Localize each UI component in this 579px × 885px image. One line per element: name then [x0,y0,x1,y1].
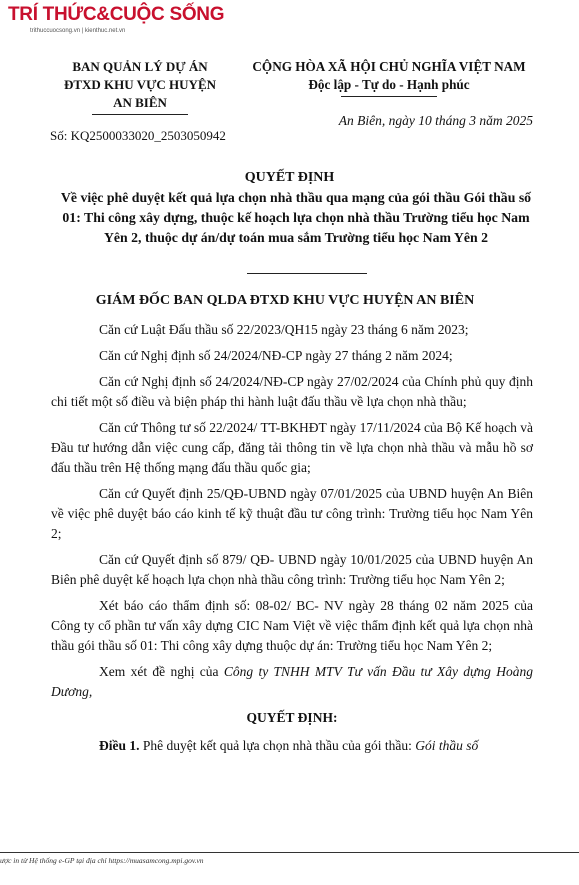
proposal-suffix: , [88,684,93,699]
director-heading: GIÁM ĐỐC BAN QLDA ĐTXD KHU VỰC HUYỆN AN BIÊN [95,293,475,308]
agency-underline [92,114,188,115]
legal-basis-6: Căn cứ Quyết định số 879/ QĐ- UBND ngày 10/01/2025 của UBND huyện An Biên phê duyệt kế hoạch lựa chọn nhà thầu công trình: Trường tiểu học Nam Yên 2; [51,552,533,587]
legal-basis-4: Căn cứ Thông tư số 22/2024/ TT-BKHĐT ngày 17/11/2024 của Bộ Kế hoạch và Đầu tư hướng dẫn việc cung cấp, đăng tải thông tin về lựa chọn nhà thầu và mẫu hồ sơ đấu thầu trên Hệ thống mạng đấu thầu quốc gia; [51,420,533,475]
subject-underline [247,273,367,274]
proposal-company: Công ty TNHH MTV Tư vấn Đầu tư Xây dựng Hoàng Dương [51,664,533,699]
footer-divider [0,852,579,853]
article-1 [51,736,533,756]
appraisal-report: Xét báo cáo thẩm định số: 08-02/ BC- NV ngày 28 tháng 02 năm 2025 của Công ty cổ phần tư vấn xây dựng CIC Nam Việt về việc thẩm định kết quả lựa chọn nhà thầu gói thầu số 01: Thi công xây dựng thuộc dự án: Trường tiểu học Nam Yên 2; [51,598,533,653]
decision-heading: QUYẾT ĐỊNH: [246,710,338,725]
document-subject: Về việc phê duyệt kết quả lựa chọn nhà thầu qua mạng của gói thầu Gói thầu số 01: Thi công xây dựng, thuộc kế hoạch lựa chọn nhà thầu Trường tiểu học Nam Yên 2, thuộc dự án/dự toán mua sắm Trường tiểu học Nam Yên 2 [60,190,532,245]
article-1-text: Phê duyệt kết quả lựa chọn nhà thầu của gói thầu: [139,738,416,753]
article-1-italic: Gói thầu số [415,738,479,753]
legal-basis-3: Căn cứ Nghị định số 24/2024/NĐ-CP ngày 27/02/2024 của Chính phủ quy định chi tiết một số điều và biện pháp thi hành luật đấu thầu về lựa chọn nhà thầu; [51,374,533,409]
logo-wordmark [8,4,224,26]
agency-line-1: BAN QUẢN LÝ DỰ ÁN [72,59,208,74]
agency-line-3: AN BIÊN [113,95,167,110]
document-body [51,320,533,762]
publisher-logo[interactable] [8,4,225,44]
logo-subtitle: trithuccuocsong.vn | kienthuc.net.vn [30,28,126,34]
legal-basis-2: Căn cứ Nghị định số 24/2024/NĐ-CP ngày 27 tháng 2 năm 2024; [99,348,453,363]
proposal-paragraph [51,662,533,702]
legal-basis-1: Căn cứ Luật Đấu thầu số 22/2023/QH15 ngày 23 tháng 6 năm 2023; [99,322,469,337]
motto-underline [341,96,437,97]
document-title: QUYẾT ĐỊNH [244,170,335,185]
document-number: Số: KQ2500033020_2503050942 [50,128,226,143]
logo-main-text: TRÍ THỨC [8,4,97,25]
document-date: An Biên, ngày 10 tháng 3 năm 2025 [338,113,533,128]
national-header [245,58,533,97]
logo-ampersand: & [96,4,110,25]
national-motto: Độc lập - Tự do - Hạnh phúc [308,77,470,92]
national-title: CỘNG HÒA XÃ HỘI CHỦ NGHĨA VIỆT NAM [252,59,526,74]
agency-line-2: ĐTXD KHU VỰC HUYỆN [63,77,217,92]
issuing-agency [40,58,240,115]
legal-basis-5: Căn cứ Quyết định 25/QĐ-UBND ngày 07/01/2025 của UBND huyện An Biên về việc phê duyệt báo cáo kinh tế kỹ thuật đầu tư công trình: Trường tiểu học Nam Yên 2; [51,486,533,541]
footer-source: ược in từ Hệ thống e-GP tại địa chỉ https://muasamcong.mpi.gov.vn [0,856,204,865]
logo-second-text: CUỘC SỐNG [109,4,225,25]
article-1-label: Điều 1. [99,738,140,753]
proposal-prefix: Xem xét đề nghị của [99,664,224,679]
